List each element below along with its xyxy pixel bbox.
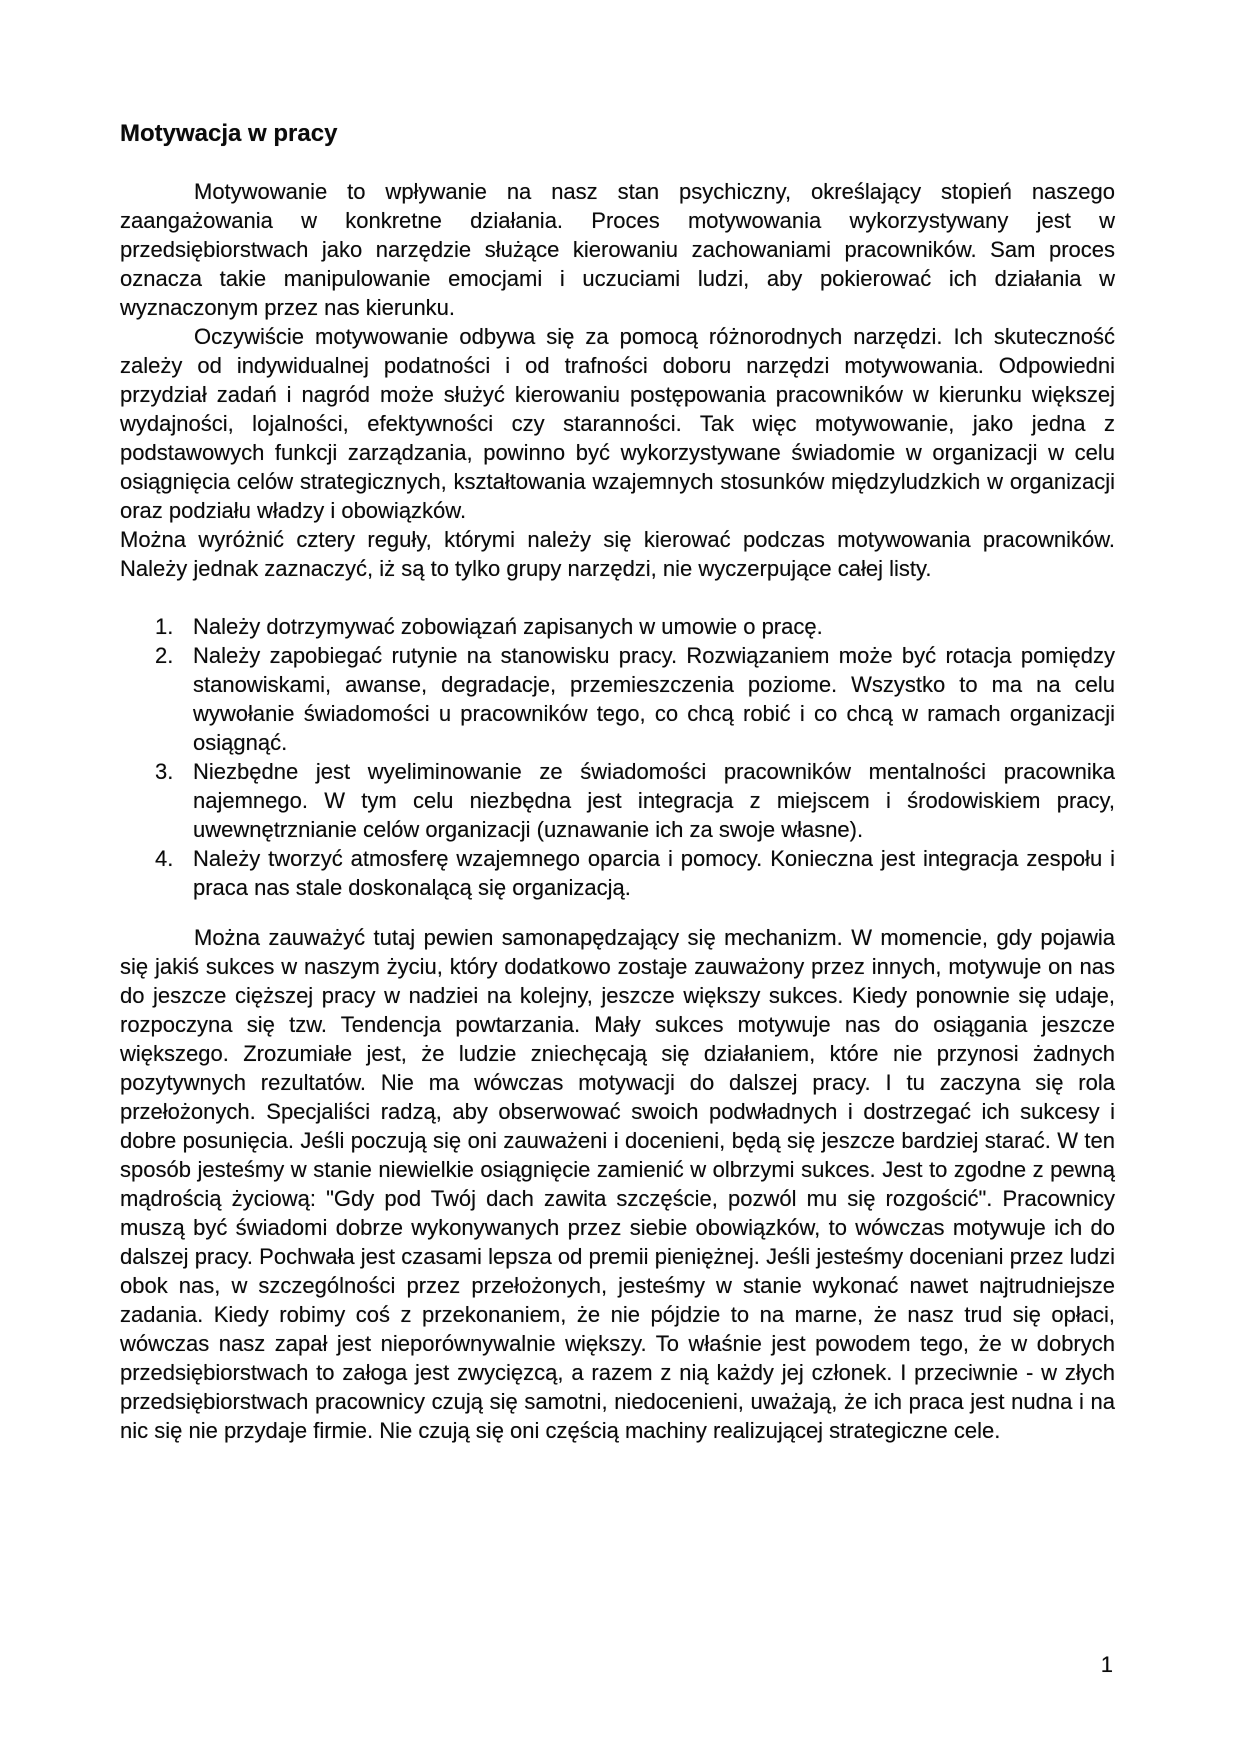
list-item-number: 2. [155, 643, 174, 668]
list-item [120, 757, 1115, 844]
list-item-text: Należy zapobiegać rutynie na stanowisku pracy. Rozwiązaniem może być rotacja pomiędzy stanowiskami, awanse, degradacje, przemieszczenia poziome. Wszystko to ma na celu wywołanie świadomości u pracowników tego, co chcą robić i co chcą w ramach organizacji osiągnąć. [193, 643, 1115, 755]
list-item-text: Należy dotrzymywać zobowiązań zapisanych w umowie o pracę. [193, 614, 823, 639]
list-item-number: 1. [155, 614, 174, 639]
list-item-number: 4. [155, 846, 174, 871]
list-item [120, 612, 1115, 641]
list-item-text: Niezbędne jest wyeliminowanie ze świadomości pracowników mentalności pracownika najemnego. W tym celu niezbędna jest integracja z miejscem i środowiskiem pracy, uwewnętrznianie celów organizacji (uznawanie ich za swoje własne). [193, 759, 1115, 842]
numbered-list [120, 612, 1115, 902]
list-item-text: Należy tworzyć atmosferę wzajemnego oparcia i pomocy. Konieczna jest integracja zespołu i praca nas stale doskonalącą się organizacją. [193, 846, 1115, 900]
page-title: Motywacja w pracy [120, 120, 338, 147]
list-item-number: 3. [155, 759, 174, 784]
paragraph-mechanism: Można zauważyć tutaj pewien samonapędzający się mechanizm. W momencie, gdy pojawia się jakiś sukces w naszym życiu, który dodatkowo zostaje zauważony przez innych, motywuje on nas do jeszcze cięższej pracy w nadziei na kolejny, jeszcze większy sukces. Kiedy ponownie się udaje, rozpoczyna się tzw. Tendencja powtarzania. Mały sukces motywuje nas do osiągania jeszcze większego. Zrozumiałe jest, że ludzie zniechęcają się działaniem, które nie przynosi żadnych pozytywnych rezultatów. Nie ma wówczas motywacji do dalszej pracy. I tu zaczyna się rola przełożonych. Specjaliści radzą, aby obserwować swoich podwładnych i dostrzegać ich sukcesy i dobre posunięcia. Jeśli poczują się oni zauważeni i docenieni, będą się jeszcze bardziej starać. W ten sposób jesteśmy w stanie niewielkie osiągnięcie zamienić w olbrzymi sukces. Jest to zgodne z pewną mądrością życiową: "Gdy pod Twój dach zawita szczęście, pozwól mu się rozgościć". Pracownicy muszą być świadomi dobrze wykonywanych przez siebie obowiązków, to wówczas motywuje ich do dalszej pracy. Pochwała jest czasami lepsza od premii pieniężnej. Jeśli jesteśmy doceniani przez ludzi obok nas, w szczególności przez przełożonych, jesteśmy w stanie wykonać nawet najtrudniejsze zadania. Kiedy robimy coś z przekonaniem, że nie pójdzie to na marne, że nasz trud się opłaci, wówczas nasz zapał jest nieporównywalnie większy. To właśnie jest powodem tego, że w dobrych przedsiębiorstwach to załoga jest zwycięzcą, a razem z nią każdy jej członek. I przeciwnie - w złych przedsiębiorstwach pracownicy czują się samotni, niedocenieni, uważają, że ich praca jest nudna i na nic się nie przydaje firmie. Nie czują się oni częścią machiny realizującej strategiczne cele. [120, 925, 1115, 1443]
paragraph-intro: Motywowanie to wpływanie na nasz stan psychiczny, określający stopień naszego zaangażowania w konkretne działania. Proces motywowania wykorzystywany jest w przedsiębiorstwach jako narzędzie służące kierowaniu zachowaniami pracowników. Sam proces oznacza takie manipulowanie emocjami i uczuciami ludzi, aby pokierować ich działania w wyznaczonym przez nas kierunku. [120, 179, 1115, 320]
list-item [120, 641, 1115, 757]
list-item [120, 844, 1115, 902]
paragraph-rules-lead: Można wyróżnić cztery reguły, którymi należy się kierować podczas motywowania pracowników. Należy jednak zaznaczyć, iż są to tylko grupy narzędzi, nie wyczerpujące całej listy. [120, 527, 1115, 581]
page-number: 1 [1100, 1652, 1113, 1677]
paragraph-tools: Oczywiście motywowanie odbywa się za pomocą różnorodnych narzędzi. Ich skuteczność zależy od indywidualnej podatności i od trafności doboru narzędzi motywowania. Odpowiedni przydział zadań i nagród może służyć kierowaniu postępowania pracowników w kierunku większej wydajności, lojalności, efektywności czy staranności. Tak więc motywowanie, jako jedna z podstawowych funkcji zarządzania, powinno być wykorzystywane świadomie w organizacji w celu osiągnięcia celów strategicznych, kształtowania wzajemnych stosunków międzyludzkich w organizacji oraz podziału władzy i obowiązków. [120, 324, 1115, 523]
